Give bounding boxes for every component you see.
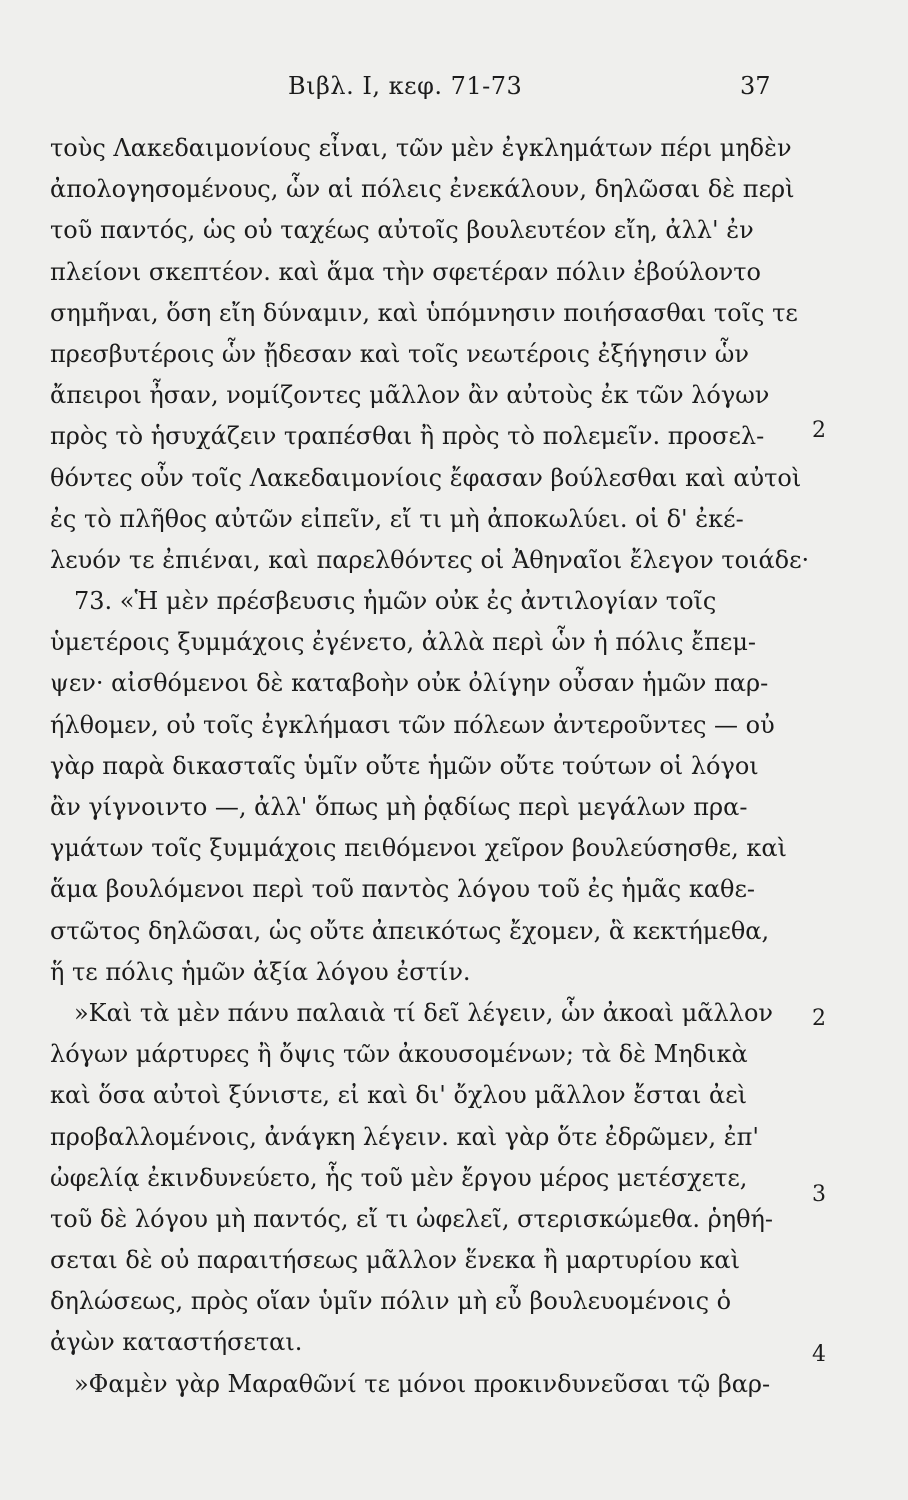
text-line: γμάτων τοῖς ξυμμάχοις πειθόμενοι χεῖρον βουλεύσησθε, καὶ	[50, 834, 787, 863]
text-line: ἄπειροι ἦσαν, νομίζοντες μᾶλλον ἂν αὐτοὺς ἐκ τῶν λόγων	[50, 381, 770, 410]
page-number: 37	[740, 72, 771, 100]
text-line: σημῆναι, ὅση εἴη δύναμιν, καὶ ὑπόμνησιν ποιήσασθαι τοῖς τε	[50, 298, 798, 327]
text-line: καὶ ὅσα αὐτοὶ ξύνιστε, εἰ καὶ δι' ὄχλου μᾶλλον ἔσται ἀεὶ	[50, 1081, 748, 1110]
section-marker: 2	[812, 418, 826, 443]
text-line: τοῦ δὲ λόγου μὴ παντός, εἴ τι ὠφελεῖ, στερισκώμεθα. ῥηθή-	[50, 1204, 774, 1233]
section-marker: 3	[812, 1182, 826, 1207]
text-line: πρεσβυτέροις ὧν ᾔδεσαν καὶ τοῖς νεωτέροις ἐξήγησιν ὧν	[50, 339, 749, 368]
text-block	[50, 128, 810, 1405]
text-line: ψεν· αἰσθόμενοι δὲ καταβοὴν οὐκ ὀλίγην οὖσαν ἡμῶν παρ-	[50, 669, 769, 698]
text-line: λόγων μάρτυρες ἢ ὄψις τῶν ἀκουσομένων; τὰ δὲ Μηδικὰ	[50, 1040, 748, 1069]
chapter-start-line: 73. «Ἡ μὲν πρέσβευσις ἡμῶν οὐκ ἐς ἀντιλογίαν τοῖς	[74, 587, 717, 616]
paragraph-start-line: »Φαμὲν γὰρ Μαραθῶνί τε μόνοι προκινδυνεῦσαι τῷ βαρ-	[74, 1369, 771, 1398]
page-header	[0, 72, 908, 112]
text-line: τοῦ παντός, ὡς οὐ ταχέως αὐτοῖς βουλευτέον εἴη, ἀλλ' ἐν	[50, 216, 754, 245]
text-line: πρὸς τὸ ἡσυχάζειν τραπέσθαι ἢ πρὸς τὸ πολεμεῖν. προσελ-	[50, 422, 765, 451]
text-line: γὰρ παρὰ δικασταῖς ὑμῖν οὔτε ἡμῶν οὔτε τούτων οἱ λόγοι	[50, 751, 759, 780]
text-line: σεται δὲ οὐ παραιτήσεως μᾶλλον ἕνεκα ἢ μαρτυρίου καὶ	[50, 1246, 741, 1275]
text-line: ἀγὼν καταστήσεται.	[50, 1328, 303, 1357]
text-line: τοὺς Λακεδαιμονίους εἶναι, τῶν μὲν ἐγκλημάτων πέρι μηδὲν	[50, 134, 792, 162]
text-line: ἂν γίγνοιντο —, ἀλλ' ὅπως μὴ ῥᾳδίως περὶ μεγάλων πρα-	[50, 793, 748, 821]
text-line: θόντες οὖν τοῖς Λακεδαιμονίοις ἔφασαν βούλεσθαι καὶ αὐτοὶ	[50, 463, 802, 492]
text-line: ὠφελίᾳ ἐκινδυνεύετο, ἧς τοῦ μὲν ἔργου μέρος μετέσχετε,	[50, 1163, 748, 1192]
text-line: δηλώσεως, πρὸς οἵαν ὑμῖν πόλιν μὴ εὖ βουλευομένοις ὁ	[50, 1287, 732, 1316]
text-line: ἀπολογησομένους, ὧν αἱ πόλεις ἐνεκάλουν, δηλῶσαι δὲ περὶ	[50, 175, 795, 204]
text-line: λευόν τε ἐπιέναι, καὶ παρελθόντες οἱ Ἀθηναῖοι ἔλεγον τοιάδε·	[50, 545, 810, 574]
text-line: ὑμετέροις ξυμμάχοις ἐγένετο, ἀλλὰ περὶ ὧν ἡ πόλις ἔπεμ-	[50, 628, 757, 657]
text-line: στῶτος δηλῶσαι, ὡς οὔτε ἀπεικότως ἔχομεν, ἃ κεκτήμεθα,	[50, 916, 770, 945]
text-line: ἥ τε πόλις ἡμῶν ἀξία λόγου ἐστίν.	[50, 957, 471, 986]
section-marker: 4	[812, 1342, 826, 1367]
text-line: ἅμα βουλόμενοι περὶ τοῦ παντὸς λόγου τοῦ ἐς ἡμᾶς καθε-	[50, 875, 756, 904]
text-line: ήλθομεν, οὐ τοῖς ἐγκλήμασι τῶν πόλεων ἀντεροῦντες — οὐ	[50, 710, 775, 739]
text-line: πλείονι σκεπτέον. καὶ ἅμα τὴν σφετέραν πόλιν ἐβούλοντο	[50, 257, 761, 286]
section-marker: 2	[812, 1006, 826, 1031]
text-line: προβαλλομένοις, ἀνάγκη λέγειν. καὶ γὰρ ὅτε ἐδρῶμεν, ἐπ'	[50, 1122, 759, 1151]
text-line: ἐς τὸ πλῆθος αὐτῶν εἰπεῖν, εἴ τι μὴ ἀποκωλύει. οἱ δ' ἐκέ-	[50, 504, 744, 533]
running-head: Βιβλ. Ι, κεφ. 71-73	[288, 72, 523, 100]
paragraph-start-line: »Καὶ τὰ μὲν πάνυ παλαιὰ τί δεῖ λέγειν, ὧν ἀκοαὶ μᾶλλον	[74, 998, 773, 1027]
